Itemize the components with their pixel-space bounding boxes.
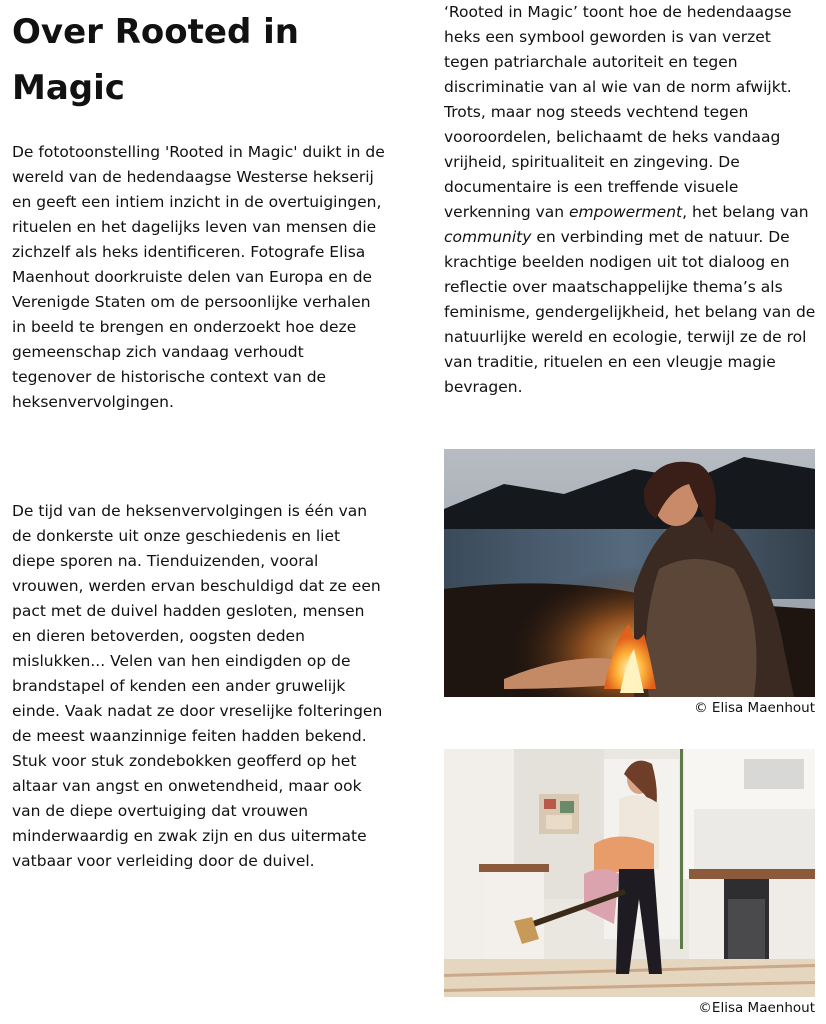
symbol-paragraph	[444, 0, 820, 400]
paragraph-text: en verbinding met de natuur. De krachtige beelden nodigen uit tot dialoog en reflectie over maatschappelijke thema’s als feminisme, gendergelijkheid, het belang van de natuurlijke wereld en ecologie, terwijl ze de rol van traditie, rituelen en een vleugje magie bevragen.	[444, 228, 816, 396]
campfire-photo	[444, 449, 815, 697]
emphasis-community: community	[444, 228, 532, 246]
page-title: Over Rooted in Magic	[12, 12, 299, 108]
kitchen-photo	[444, 749, 815, 997]
photo-credit: © Elisa Maenhout	[694, 700, 815, 716]
history-paragraph: De tijd van de heksenvervolgingen is één van de donkerste uit onze geschiedenis en liet diepe sporen na. Tienduizenden, vooral vrouwen, werden ervan beschuldigd dat ze een pact met de duivel hadden gesloten, mensen en dieren betoverden, oogsten deden mislukken... Velen van hen eindigden op de brandstapel of kenden een ander gruwelijk einde. Vaak nadat ze door vreselijke folteringen de meest waanzinnige feiten hadden bekend. Stuk voor stuk zondebokken geofferd op het altaar van angst en onwetendheid, maar ook van de diepe overtuiging dat vrouwen minderwaardig en zwak zijn en dus uitermate vatbaar voor verleiding door de duivel.	[12, 502, 383, 870]
paragraph-text: , het belang van	[682, 203, 809, 221]
paragraph-text: ‘Rooted in Magic’ toont hoe de hedendaagse heks een symbool geworden is van verzet tegen patriarchale autoriteit en tegen discriminatie van al wie van de norm afwijkt. Trots, maar nog steeds vechtend tegen vooroordelen, belichaamt de heks vandaag vrijheid, spiritualiteit en zingeving. De documentaire is een treffende visuele verkenning van	[444, 3, 792, 221]
intro-paragraph: De fototoonstelling 'Rooted in Magic' duikt in de wereld van de hedendaagse Westerse hekserij en geeft een intiem inzicht in de overtuigingen, rituelen en het dagelijks leven van mensen die zichzelf als heks identificeren. Fotografe Elisa Maenhout doorkruiste delen van Europa en de Verenigde Staten om de persoonlijke verhalen in beeld te brengen en onderzoekt hoe deze gemeenschap zich vandaag verhoudt tegenover de historische context van de heksenvervolgingen.	[12, 143, 385, 411]
photo-credit: ©Elisa Maenhout	[698, 1000, 815, 1016]
emphasis-empowerment: empowerment	[569, 203, 683, 221]
